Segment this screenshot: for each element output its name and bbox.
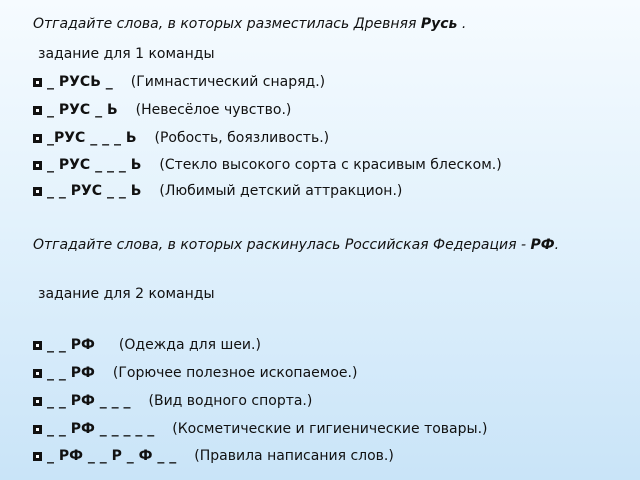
section2-heading-prefix: Отгадайте слова, в которых раскинулась Российская Федерация - <box>33 237 531 253</box>
puzzle-word: _ РУСЬ _ <box>47 74 113 90</box>
puzzle-word: _РУС _ _ _ Ь <box>47 130 137 146</box>
bullet-icon <box>33 187 42 196</box>
bullet-icon <box>33 397 42 406</box>
section2-heading <box>33 236 618 254</box>
section2-item <box>33 392 312 410</box>
puzzle-word: _ _ РФ <box>47 337 95 353</box>
section1-task-label: задание для 1 команды <box>38 46 215 62</box>
section1-item <box>33 101 291 119</box>
puzzle-hint: (Вид водного спорта.) <box>148 393 313 409</box>
bullet-icon <box>33 452 42 461</box>
puzzle-hint: (Гимнастический снаряд.) <box>130 74 326 90</box>
puzzle-hint: (Робость, боязливость.) <box>154 130 330 146</box>
section1-item <box>33 156 502 174</box>
section2-item <box>33 447 394 465</box>
puzzle-hint: (Одежда для шеи.) <box>118 337 261 353</box>
puzzle-word: _ _ РУС _ _ Ь <box>47 183 142 199</box>
bullet-icon <box>33 78 42 87</box>
section2-heading-bold: РФ <box>530 237 555 253</box>
section2-item <box>33 336 261 354</box>
section2-item <box>33 420 487 438</box>
section2-heading-suffix: . <box>554 237 560 253</box>
section2-task-label: задание для 2 команды <box>38 286 215 302</box>
puzzle-word: _ _ РФ <box>47 365 95 381</box>
puzzle-word: _ _ РФ _ _ _ <box>47 393 131 409</box>
bullet-icon <box>33 161 42 170</box>
bullet-icon <box>33 425 42 434</box>
puzzle-hint: (Горючее полезное ископаемое.) <box>112 365 358 381</box>
puzzle-hint: (Правила написания слов.) <box>194 448 394 464</box>
bullet-icon <box>33 369 42 378</box>
puzzle-word: _ _ РФ _ _ _ _ _ <box>47 421 155 437</box>
puzzle-word: _ РУС _ _ _ Ь <box>47 157 142 173</box>
puzzle-word: _ РУС _ Ь <box>47 102 118 118</box>
section2-item <box>33 364 357 382</box>
section1-heading-bold: Русь <box>420 16 458 32</box>
section1-item <box>33 182 402 200</box>
puzzle-hint: (Любимый детский аттракцион.) <box>159 183 403 199</box>
puzzle-hint: (Стекло высокого сорта с красивым блеском.) <box>159 157 502 173</box>
puzzle-word: _ РФ _ _ Р _ Ф _ _ <box>47 448 177 464</box>
section1-heading <box>33 15 466 33</box>
bullet-icon <box>33 341 42 350</box>
bullet-icon <box>33 134 42 143</box>
section1-heading-suffix: . <box>457 16 467 32</box>
section1-item <box>33 73 325 91</box>
puzzle-hint: (Невесёлое чувство.) <box>135 102 292 118</box>
section1-item <box>33 129 329 147</box>
puzzle-hint: (Косметические и гигиенические товары.) <box>172 421 488 437</box>
section1-heading-prefix: Отгадайте слова, в которых разместилась Древняя <box>33 16 421 32</box>
bullet-icon <box>33 106 42 115</box>
